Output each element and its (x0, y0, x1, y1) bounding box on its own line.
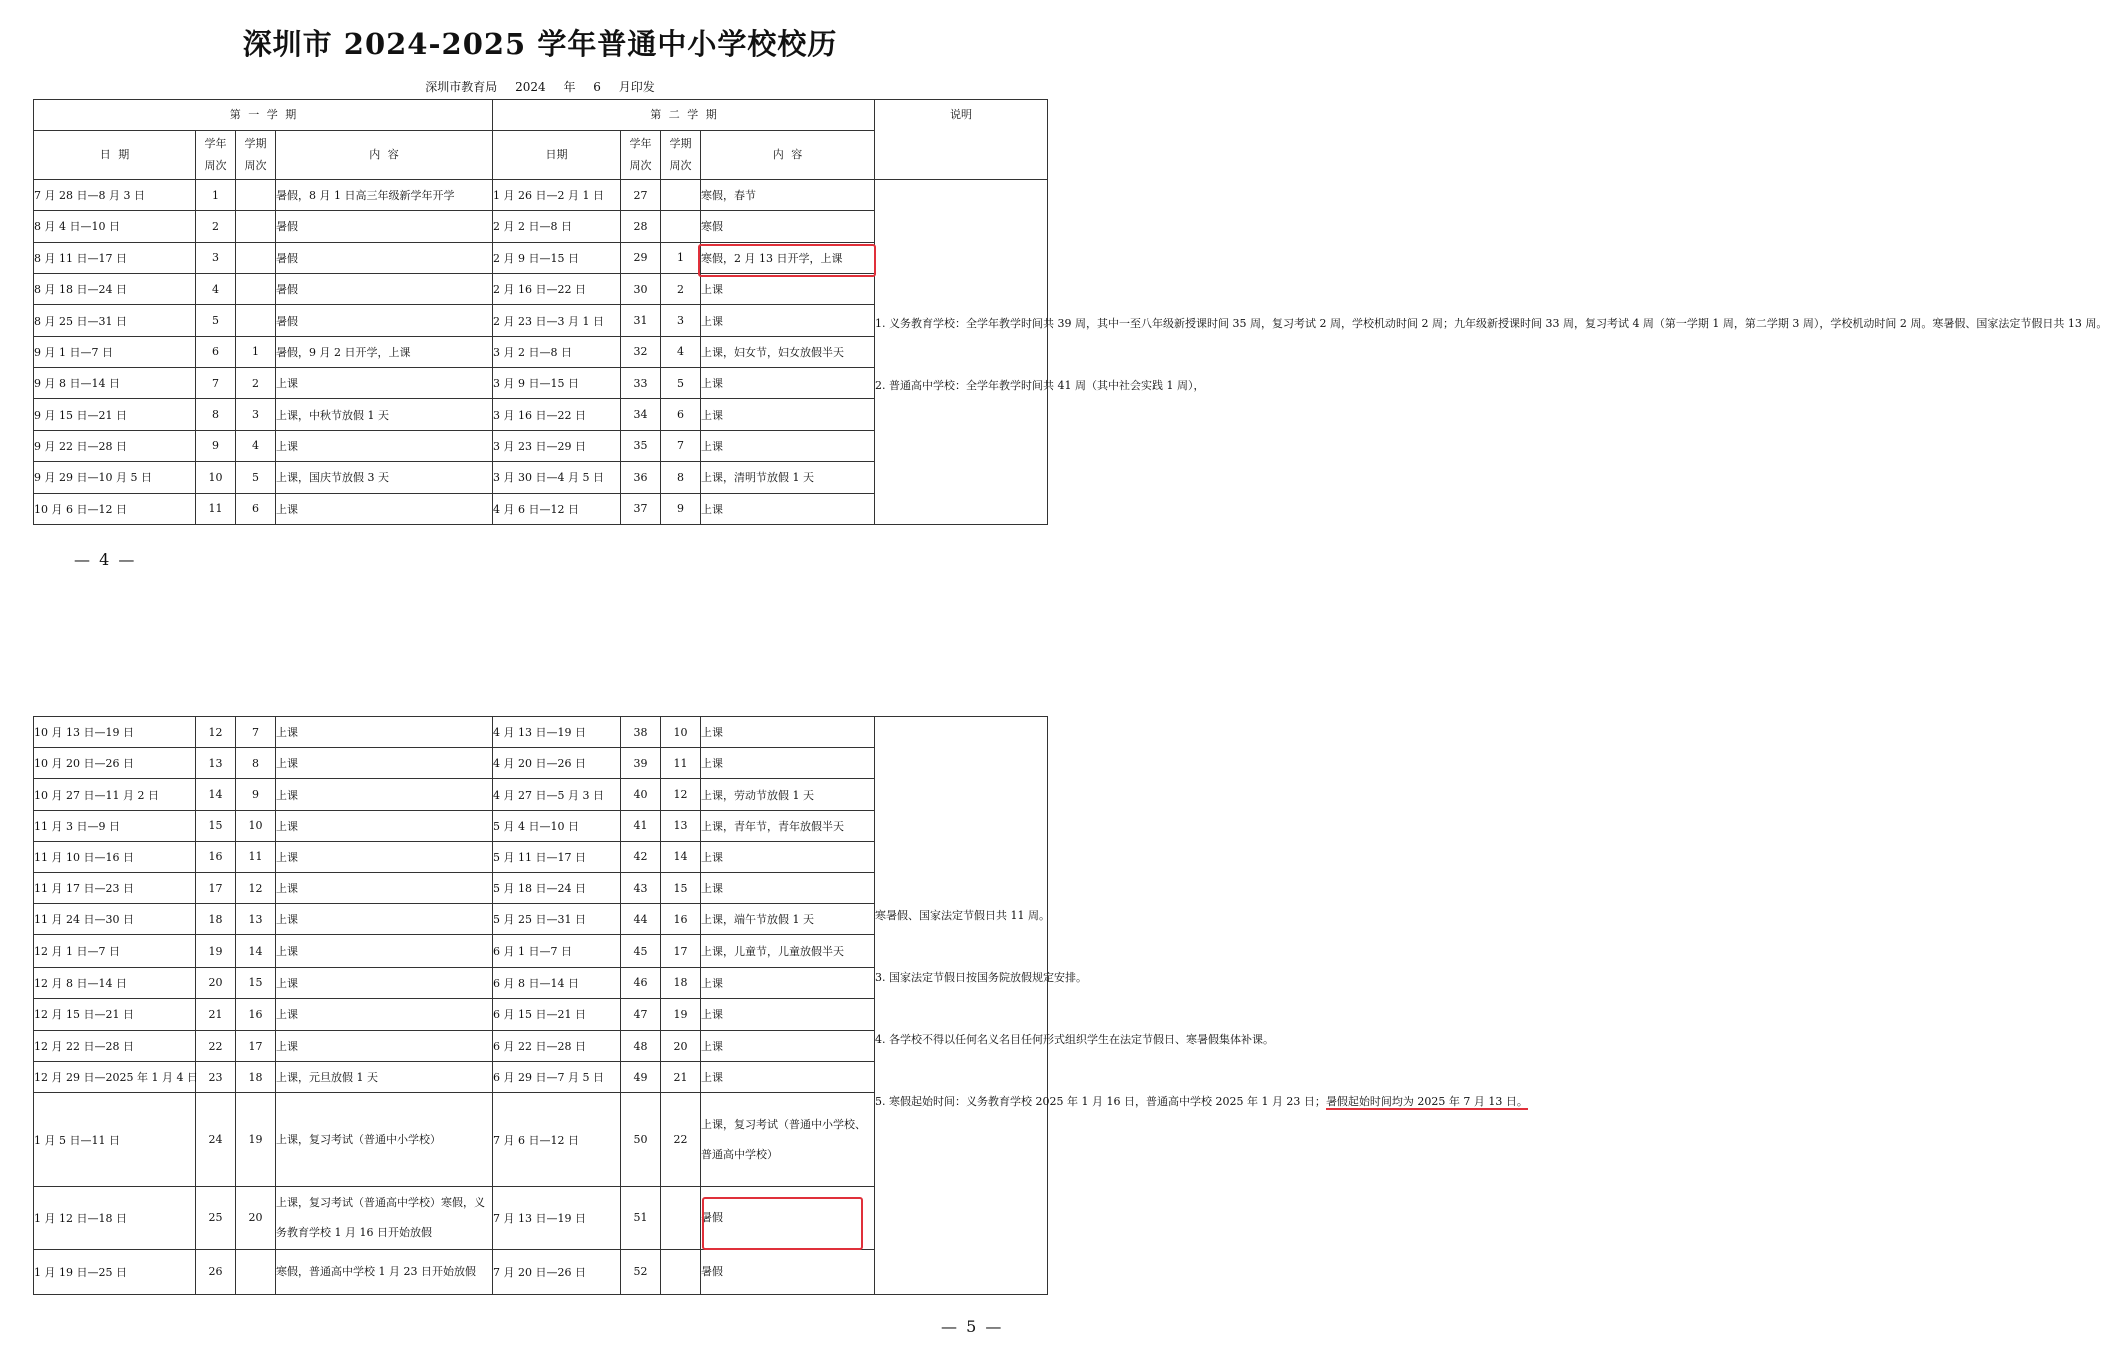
year-week-cell: 1 (196, 179, 236, 210)
date-cell: 4 月 20 日—26 日 (493, 748, 621, 779)
date-cell: 3 月 30 日—4 月 5 日 (493, 462, 621, 493)
year-week-cell: 45 (621, 935, 661, 967)
date-cell: 11 月 10 日—16 日 (34, 841, 196, 872)
date-header: 日 期 (34, 131, 196, 180)
term-week-cell: 22 (661, 1093, 701, 1187)
year-week-cell: 32 (621, 336, 661, 367)
term-week-cell: 6 (661, 399, 701, 430)
date-cell: 5 月 4 日—10 日 (493, 810, 621, 841)
term-week-cell: 14 (236, 935, 276, 967)
content-cell: 上课 (701, 717, 875, 748)
year-week-cell: 42 (621, 841, 661, 872)
content-cell: 上课，元旦放假 1 天 (276, 1062, 493, 1093)
date-cell: 11 月 17 日—23 日 (34, 873, 196, 904)
content-cell: 暑假 (276, 211, 493, 242)
term-week-cell: 6 (236, 493, 276, 524)
date-cell: 10 月 13 日—19 日 (34, 717, 196, 748)
term-week-cell: 4 (661, 336, 701, 367)
date-cell: 10 月 20 日—26 日 (34, 748, 196, 779)
year-week-cell: 11 (196, 493, 236, 524)
date-cell: 8 月 25 日—31 日 (34, 305, 196, 336)
note-5: 5. 寒假起始时间：义务教育学校 2025 年 1 月 16 日，普通高中学校 2025 年 1 月 23 日；暑假起始时间均为 2025 年 7 月 13 日。 (875, 1095, 1528, 1108)
content-cell: 上课 (276, 493, 493, 524)
date-cell: 8 月 4 日—10 日 (34, 211, 196, 242)
date-cell: 9 月 29 日—10 月 5 日 (34, 462, 196, 493)
term-week-cell (236, 274, 276, 305)
date-cell: 8 月 11 日—17 日 (34, 242, 196, 273)
content-cell: 上课 (276, 717, 493, 748)
year-week-cell: 44 (621, 904, 661, 935)
highlight-underline-summer-start: 暑假起始时间均为 2025 年 7 月 13 日。 (1325, 1095, 1528, 1108)
term-week-cell: 18 (661, 967, 701, 998)
year-week-cell: 30 (621, 274, 661, 305)
date-cell: 6 月 1 日—7 日 (493, 935, 621, 967)
term-week-cell: 18 (236, 1062, 276, 1093)
date-cell: 6 月 8 日—14 日 (493, 967, 621, 998)
date-cell: 2 月 23 日—3 月 1 日 (493, 305, 621, 336)
term-week-cell: 10 (661, 717, 701, 748)
semester-1-header: 第 一 学 期 (34, 100, 493, 131)
date-cell: 1 月 19 日—25 日 (34, 1249, 196, 1294)
year-week-cell: 48 (621, 1031, 661, 1062)
term-week-cell (236, 1249, 276, 1294)
date-cell: 7 月 20 日—26 日 (493, 1249, 621, 1294)
term-week-cell: 16 (236, 998, 276, 1030)
year-week-cell: 39 (621, 748, 661, 779)
content-cell: 寒假，普通高中学校 1 月 23 日开始放假 (276, 1249, 493, 1294)
term-week-header: 学期 周次 (661, 131, 701, 180)
content-cell: 寒假，2 月 13 日开学，上课 (701, 242, 875, 273)
term-week-cell: 7 (661, 430, 701, 461)
content-cell: 上课，清明节放假 1 天 (701, 462, 875, 493)
content-cell: 寒假 (701, 211, 875, 242)
note-3: 3. 国家法定节假日按国务院放假规定安排。 (875, 971, 1087, 984)
date-cell: 2 月 2 日—8 日 (493, 211, 621, 242)
content-cell: 上课 (701, 430, 875, 461)
content-cell: 上课 (701, 967, 875, 998)
date-cell: 4 月 6 日—12 日 (493, 493, 621, 524)
year-week-cell: 18 (196, 904, 236, 935)
term-week-cell: 11 (236, 841, 276, 872)
content-cell: 上课 (701, 841, 875, 872)
note-1: 1. 义务教育学校：全学年教学时间共 39 周，其中一至八年级新授课时间 35 周，复习考试 2 周，学校机动时间 2 周；九年级新授课时间 33 周，复习考试 4 周（第一学期 1 周，第二学期 3 周），学校机动时间 2 周。寒暑假、国家法定节假日共 13 周。 (875, 317, 2107, 331)
date-cell: 9 月 1 日—7 日 (34, 336, 196, 367)
content-cell: 暑假 (701, 1249, 875, 1294)
date-cell: 3 月 2 日—8 日 (493, 336, 621, 367)
date-cell: 6 月 15 日—21 日 (493, 998, 621, 1030)
date-cell: 10 月 27 日—11 月 2 日 (34, 779, 196, 810)
note-1-continued: 寒暑假、国家法定节假日共 11 周。 (875, 909, 1050, 922)
highlight-box-summer-break (702, 1197, 863, 1250)
year-week-cell: 5 (196, 305, 236, 336)
year-week-cell: 36 (621, 462, 661, 493)
content-cell: 上课，中秋节放假 1 天 (276, 399, 493, 430)
date-cell: 5 月 25 日—31 日 (493, 904, 621, 935)
year-week-cell: 4 (196, 274, 236, 305)
date-cell: 10 月 6 日—12 日 (34, 493, 196, 524)
content-cell: 上课，劳动节放假 1 天 (701, 779, 875, 810)
content-cell: 上课，复习考试（普通中小学校） (276, 1093, 493, 1187)
term-week-cell (236, 211, 276, 242)
date-cell: 6 月 22 日—28 日 (493, 1031, 621, 1062)
date-cell: 9 月 8 日—14 日 (34, 368, 196, 399)
content-cell: 上课 (701, 274, 875, 305)
year-week-cell: 12 (196, 717, 236, 748)
term-week-cell (236, 305, 276, 336)
term-week-cell: 5 (236, 462, 276, 493)
date-cell: 9 月 22 日—28 日 (34, 430, 196, 461)
term-week-cell: 1 (236, 336, 276, 367)
note-2: 2. 普通高中学校：全学年教学时间共 41 周（其中社会实践 1 周）， (875, 379, 1205, 393)
year-week-cell: 34 (621, 399, 661, 430)
year-week-cell: 37 (621, 493, 661, 524)
content-header: 内 容 (701, 131, 875, 180)
year-week-cell: 40 (621, 779, 661, 810)
date-cell: 12 月 22 日—28 日 (34, 1031, 196, 1062)
term-week-cell (661, 1249, 701, 1294)
date-header: 日期 (493, 131, 621, 180)
content-cell: 上课 (701, 748, 875, 779)
year-week-cell: 46 (621, 967, 661, 998)
year-week-cell: 49 (621, 1062, 661, 1093)
year-week-cell: 6 (196, 336, 236, 367)
content-header: 内 容 (276, 131, 493, 180)
content-cell: 上课 (276, 1031, 493, 1062)
year-week-cell: 19 (196, 935, 236, 967)
content-cell: 上课 (701, 998, 875, 1030)
term-week-cell (661, 211, 701, 242)
notes-column (875, 717, 1528, 1295)
content-cell: 上课 (701, 1031, 875, 1062)
date-cell: 12 月 1 日—7 日 (34, 935, 196, 967)
content-cell: 暑假，9 月 2 日开学，上课 (276, 336, 493, 367)
content-cell: 上课 (701, 368, 875, 399)
date-cell: 5 月 11 日—17 日 (493, 841, 621, 872)
year-week-cell: 7 (196, 368, 236, 399)
year-week-cell: 13 (196, 748, 236, 779)
year-week-cell: 2 (196, 211, 236, 242)
year-week-header: 学年 周次 (621, 131, 661, 180)
content-cell: 上课 (276, 873, 493, 904)
term-week-cell: 2 (661, 274, 701, 305)
content-cell: 暑假 (276, 274, 493, 305)
date-cell: 9 月 15 日—21 日 (34, 399, 196, 430)
content-cell: 上课，青年节，青年放假半天 (701, 810, 875, 841)
page-number: — 5 — (941, 1317, 1004, 1336)
term-week-cell: 13 (236, 904, 276, 935)
content-cell: 上课 (701, 399, 875, 430)
highlight-box-school-start (698, 244, 876, 277)
content-cell: 上课，儿童节，儿童放假半天 (701, 935, 875, 967)
content-cell: 暑假，8 月 1 日高三年级新学年开学 (276, 179, 493, 210)
content-cell: 上课，复习考试（普通高中学校）寒假，义务教育学校 1 月 16 日开始放假 (276, 1187, 493, 1249)
term-week-cell: 7 (236, 717, 276, 748)
date-cell: 2 月 9 日—15 日 (493, 242, 621, 273)
date-cell: 11 月 3 日—9 日 (34, 810, 196, 841)
term-week-cell: 17 (236, 1031, 276, 1062)
date-cell: 3 月 9 日—15 日 (493, 368, 621, 399)
issuer-line: 深圳市教育局 2024 年 6 月印发 (425, 80, 655, 94)
date-cell: 3 月 16 日—22 日 (493, 399, 621, 430)
year-week-cell: 38 (621, 717, 661, 748)
date-cell: 7 月 6 日—12 日 (493, 1093, 621, 1187)
term-week-cell: 8 (236, 748, 276, 779)
content-cell: 上课 (276, 935, 493, 967)
year-week-cell: 51 (621, 1187, 661, 1249)
date-cell: 3 月 23 日—29 日 (493, 430, 621, 461)
term-week-cell: 10 (236, 810, 276, 841)
year-week-cell: 9 (196, 430, 236, 461)
term-week-cell: 3 (661, 305, 701, 336)
year-week-cell: 8 (196, 399, 236, 430)
notes-header: 说明 (875, 100, 1048, 180)
year-week-cell: 24 (196, 1093, 236, 1187)
year-week-cell: 23 (196, 1062, 236, 1093)
content-cell: 上课，国庆节放假 3 天 (276, 462, 493, 493)
date-cell: 1 月 5 日—11 日 (34, 1093, 196, 1187)
content-cell: 上课 (701, 493, 875, 524)
date-cell: 7 月 28 日—8 月 3 日 (34, 179, 196, 210)
term-week-cell: 19 (236, 1093, 276, 1187)
term-week-cell (236, 242, 276, 273)
content-cell: 上课 (276, 904, 493, 935)
date-cell: 1 月 26 日—2 月 1 日 (493, 179, 621, 210)
term-week-cell: 14 (661, 841, 701, 872)
term-week-cell: 20 (661, 1031, 701, 1062)
year-week-cell: 29 (621, 242, 661, 273)
term-week-cell: 9 (236, 779, 276, 810)
term-week-cell: 16 (661, 904, 701, 935)
term-week-cell: 17 (661, 935, 701, 967)
year-week-cell: 22 (196, 1031, 236, 1062)
term-week-cell (236, 179, 276, 210)
date-cell: 2 月 16 日—22 日 (493, 274, 621, 305)
year-week-cell: 20 (196, 967, 236, 998)
content-cell: 上课 (276, 810, 493, 841)
content-cell: 上课 (701, 1062, 875, 1093)
content-cell: 上课 (276, 967, 493, 998)
table-row (34, 179, 1048, 210)
year-week-cell: 25 (196, 1187, 236, 1249)
term-week-cell: 2 (236, 368, 276, 399)
term-week-cell: 21 (661, 1062, 701, 1093)
content-cell: 上课，端午节放假 1 天 (701, 904, 875, 935)
year-week-cell: 43 (621, 873, 661, 904)
term-week-cell: 8 (661, 462, 701, 493)
year-week-cell: 26 (196, 1249, 236, 1294)
year-week-cell: 16 (196, 841, 236, 872)
year-week-cell: 15 (196, 810, 236, 841)
term-week-cell: 5 (661, 368, 701, 399)
year-week-header: 学年 周次 (196, 131, 236, 180)
content-cell: 上课 (276, 998, 493, 1030)
content-cell: 上课 (276, 748, 493, 779)
content-cell: 暑假 (701, 1187, 875, 1249)
table-row (34, 717, 1048, 748)
year-week-cell: 47 (621, 998, 661, 1030)
term-week-cell (661, 179, 701, 210)
year-week-cell: 21 (196, 998, 236, 1030)
year-week-cell: 52 (621, 1249, 661, 1294)
year-week-cell: 35 (621, 430, 661, 461)
year-week-cell: 27 (621, 179, 661, 210)
term-week-cell: 15 (236, 967, 276, 998)
term-week-cell: 11 (661, 748, 701, 779)
term-week-header: 学期 周次 (236, 131, 276, 180)
content-cell: 上课，复习考试（普通中小学校、普通高中学校） (701, 1093, 875, 1187)
date-cell: 8 月 18 日—24 日 (34, 274, 196, 305)
content-cell: 暑假 (276, 242, 493, 273)
content-cell: 上课 (276, 368, 493, 399)
term-week-cell: 1 (661, 242, 701, 273)
page-title: 深圳市 2024-2025 学年普通中小学校校历 (242, 27, 838, 61)
content-cell: 上课 (276, 430, 493, 461)
date-cell: 5 月 18 日—24 日 (493, 873, 621, 904)
term-week-cell: 4 (236, 430, 276, 461)
term-week-cell (661, 1187, 701, 1249)
calendar-table-page-4 (33, 99, 2107, 525)
year-week-cell: 17 (196, 873, 236, 904)
content-cell: 上课 (701, 305, 875, 336)
content-cell: 上课，妇女节，妇女放假半天 (701, 336, 875, 367)
content-cell: 上课 (276, 841, 493, 872)
term-week-cell: 3 (236, 399, 276, 430)
term-week-cell: 12 (236, 873, 276, 904)
semester-2-header: 第 二 学 期 (493, 100, 875, 131)
year-week-cell: 33 (621, 368, 661, 399)
year-week-cell: 31 (621, 305, 661, 336)
year-week-cell: 14 (196, 779, 236, 810)
year-week-cell: 10 (196, 462, 236, 493)
term-week-cell: 13 (661, 810, 701, 841)
content-cell: 暑假 (276, 305, 493, 336)
date-cell: 7 月 13 日—19 日 (493, 1187, 621, 1249)
calendar-table-page-5 (33, 716, 1528, 1295)
notes-column (875, 179, 2107, 524)
date-cell: 4 月 27 日—5 月 3 日 (493, 779, 621, 810)
term-week-cell: 20 (236, 1187, 276, 1249)
year-week-cell: 41 (621, 810, 661, 841)
year-week-cell: 28 (621, 211, 661, 242)
date-cell: 4 月 13 日—19 日 (493, 717, 621, 748)
term-week-cell: 19 (661, 998, 701, 1030)
content-cell: 上课 (276, 779, 493, 810)
content-cell: 上课 (701, 873, 875, 904)
year-week-cell: 50 (621, 1093, 661, 1187)
content-cell: 寒假，春节 (701, 179, 875, 210)
year-week-cell: 3 (196, 242, 236, 273)
term-week-cell: 12 (661, 779, 701, 810)
date-cell: 11 月 24 日—30 日 (34, 904, 196, 935)
date-cell: 12 月 15 日—21 日 (34, 998, 196, 1030)
note-4: 4. 各学校不得以任何名义名目任何形式组织学生在法定节假日、寒暑假集体补课。 (875, 1033, 1274, 1046)
date-cell: 12 月 29 日—2025 年 1 月 4 日 (34, 1062, 196, 1093)
term-week-cell: 15 (661, 873, 701, 904)
term-week-cell: 9 (661, 493, 701, 524)
page-number: — 4 — (74, 550, 137, 569)
date-cell: 12 月 8 日—14 日 (34, 967, 196, 998)
date-cell: 1 月 12 日—18 日 (34, 1187, 196, 1249)
date-cell: 6 月 29 日—7 月 5 日 (493, 1062, 621, 1093)
